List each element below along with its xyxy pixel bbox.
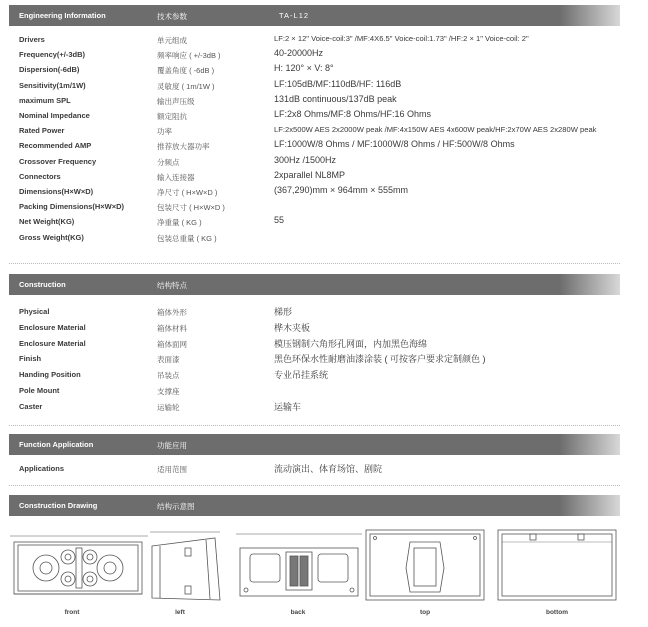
spec-label-zh: 箱体材料 <box>157 323 187 333</box>
front-label: front <box>64 609 80 616</box>
table-row <box>9 124 629 139</box>
back-label: back <box>290 609 306 616</box>
spec-value: 模压钢制六角形孔网面，内加黑色海绵 <box>274 338 428 349</box>
table-row <box>9 215 629 230</box>
front-view-drawing <box>10 536 148 594</box>
spec-label-zh: 包装总重量 ( KG ) <box>157 233 217 243</box>
top-view-drawing <box>366 530 484 600</box>
table-row <box>9 109 629 124</box>
drawing-title-zh: 结构示意图 <box>157 502 195 511</box>
divider <box>9 485 620 486</box>
spec-label-zh: 包装尺寸 ( H×W×D ) <box>157 203 225 213</box>
engineering-title: Engineering Information <box>19 11 106 20</box>
table-row <box>9 384 629 399</box>
spec-label: Physical <box>19 307 50 316</box>
spec-value: 专业吊挂系统 <box>274 370 329 381</box>
spec-label: Caster <box>19 401 43 411</box>
bottom-view-drawing <box>498 530 616 600</box>
table-row <box>9 170 629 185</box>
spec-value: 55 <box>274 215 285 226</box>
spec-label: Rated Power <box>19 126 65 136</box>
spec-label-zh: 频率响应 ( +/-3dB ) <box>157 51 221 61</box>
model-name: TA-L12 <box>279 11 310 20</box>
table-row <box>9 48 629 63</box>
construction-drawings <box>10 528 630 608</box>
spec-label-zh: 灵敏度 ( 1m/1W ) <box>157 81 215 91</box>
spec-label-zh: 输入连接器 <box>157 172 195 182</box>
table-row <box>9 33 629 48</box>
spec-label: Crossover Frequency <box>19 156 97 166</box>
table-row <box>9 321 629 336</box>
spec-label: Net Weight(KG) <box>19 217 75 227</box>
table-row <box>9 400 629 415</box>
spec-label: Sensitivity(1m/1W) <box>19 80 86 90</box>
table-row <box>9 139 629 154</box>
spec-value: H: 120° × V: 8° <box>274 63 334 74</box>
spec-label-zh: 净重量 ( KG ) <box>157 218 202 228</box>
spec-value: LF:1000W/8 Ohms / MF:1000W/8 Ohms / HF:500W/8 Ohms <box>274 139 515 150</box>
spec-label-zh: 单元组成 <box>157 36 187 45</box>
spec-label: Frequency(+/-3dB) <box>19 50 86 60</box>
left-label: left <box>175 609 185 616</box>
spec-label-zh: 表面漆 <box>157 355 180 365</box>
spec-label-zh: 额定阻抗 <box>157 112 187 121</box>
top-label: top <box>419 609 431 616</box>
spec-label-zh: 覆盖角度 ( -6dB ) <box>157 66 215 76</box>
table-row <box>9 94 629 109</box>
spec-label-zh: 支撑座 <box>157 387 180 396</box>
spec-label: Gross Weight(KG) <box>19 232 84 242</box>
table-row <box>9 63 629 78</box>
table-row <box>9 231 629 246</box>
spec-label: Recommended AMP <box>19 141 92 151</box>
divider <box>9 425 620 426</box>
table-row <box>9 462 629 477</box>
spec-value: 300Hz /1500Hz <box>274 154 337 165</box>
spec-label: Pole Mount <box>19 386 60 395</box>
construction-title: Construction <box>19 280 66 289</box>
spec-label-zh: 净尺寸 ( H×W×D ) <box>157 188 218 197</box>
spec-label: Handing Position <box>19 370 81 380</box>
spec-label-zh: 输出声压级 <box>157 96 195 106</box>
function-title: Function Application <box>19 440 94 449</box>
construction-title-zh: 结构特点 <box>157 281 187 290</box>
spec-value: LF:2x500W AES 2x2000W peak /MF:4x150W AES 4x600W peak/HF:2x70W AES 2x280W peak <box>274 125 597 135</box>
spec-value: 40-20000Hz <box>274 48 324 59</box>
drawing-header <box>9 495 620 516</box>
table-row <box>9 352 629 367</box>
function-header <box>9 434 620 455</box>
spec-value: LF:2x8 Ohms/MF:8 Ohms/HF:16 Ohms <box>274 109 432 119</box>
spec-label-zh: 箱体外形 <box>157 308 187 317</box>
function-title-zh: 功能应用 <box>157 441 187 450</box>
spec-label: Finish <box>19 354 42 364</box>
spec-label: Dispersion(-6dB) <box>19 65 80 75</box>
divider <box>9 263 620 264</box>
spec-label: Nominal Impedance <box>19 111 90 120</box>
spec-label-zh: 推荐放大器功率 <box>157 142 210 152</box>
table-row <box>9 305 629 320</box>
spec-label: Packing Dimensions(H×W×D) <box>19 202 125 212</box>
spec-label-zh: 适用范围 <box>157 465 187 474</box>
spec-value: 梯形 <box>274 307 293 317</box>
spec-label: Enclosure Material <box>19 338 86 348</box>
spec-value: 131dB continuous/137dB peak <box>274 93 397 104</box>
spec-value: (367,290)mm × 964mm × 555mm <box>274 185 409 195</box>
engineering-header <box>9 5 620 26</box>
spec-value: 桦木夹板 <box>274 322 311 333</box>
spec-label-zh: 吊装点 <box>157 371 180 381</box>
table-row <box>9 185 629 200</box>
table-row <box>9 368 629 383</box>
spec-label: Dimensions(H×W×D) <box>19 187 94 196</box>
drawing-title: Construction Drawing <box>19 501 98 510</box>
spec-value: 流动演出、体育场馆、剧院 <box>274 464 383 474</box>
spec-value: LF:2 × 12" Voice-coil:3" /MF:4X6.5" Voice-coil:1.73" /HF:2 × 1" Voice-coil: 2" <box>274 34 529 43</box>
spec-label-zh: 运输轮 <box>157 402 180 412</box>
construction-header <box>9 274 620 295</box>
table-row <box>9 200 629 215</box>
engineering-title-zh: 技术参数 <box>157 12 187 21</box>
spec-label: maximum SPL <box>19 95 71 105</box>
left-view-drawing <box>150 532 220 600</box>
spec-value: 黑色环保水性耐磨油漆涂装 ( 可按客户要求定制颜色 ) <box>274 354 486 365</box>
spec-label-zh: 分频点 <box>157 157 180 167</box>
spec-label: Drivers <box>19 35 45 44</box>
spec-value: LF:105dB/MF:110dB/HF: 116dB <box>274 78 402 89</box>
table-row <box>9 337 629 352</box>
table-row <box>9 155 629 170</box>
spec-label: Applications <box>19 464 65 473</box>
table-row <box>9 79 629 94</box>
spec-value: 2xparallel NL8MP <box>274 169 346 180</box>
bottom-label: bottom <box>545 609 569 616</box>
spec-label: Connectors <box>19 171 61 181</box>
back-view-drawing <box>236 534 362 596</box>
spec-label-zh: 箱体面网 <box>157 339 187 349</box>
spec-label: Enclosure Material <box>19 322 86 332</box>
spec-value: 运输车 <box>274 401 302 412</box>
spec-label-zh: 功率 <box>157 127 172 137</box>
